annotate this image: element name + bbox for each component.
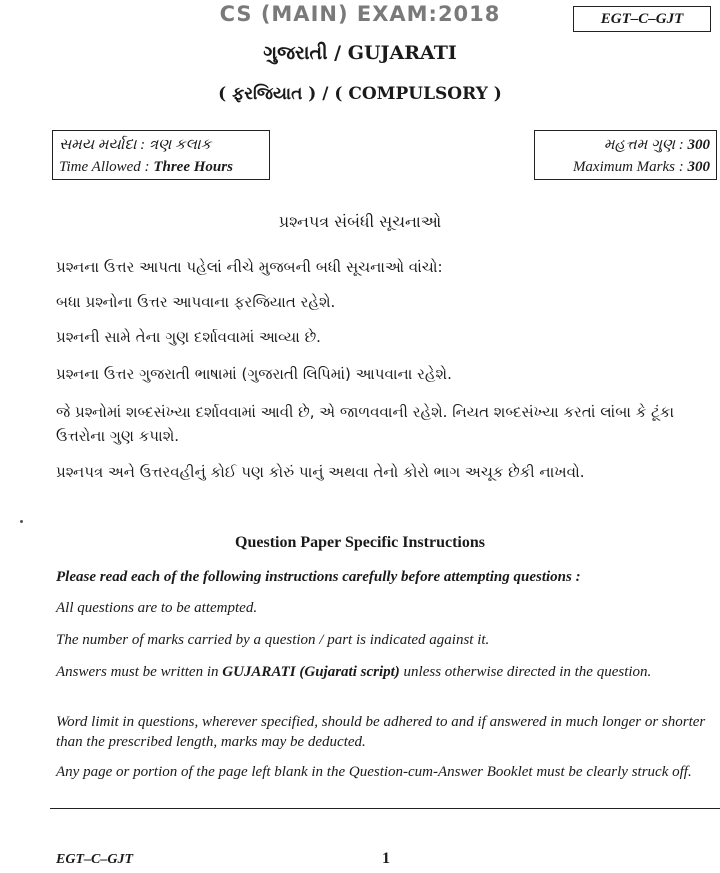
maximum-marks-value: 300: [687, 159, 710, 175]
english-instruction-item: [56, 662, 716, 682]
exam-banner: CS (MAIN) EXAM:2018: [219, 2, 501, 26]
paper-code-box: EGT–C–GJT: [573, 6, 711, 32]
english-instructions-heading: Question Paper Specific Instructions: [235, 534, 485, 551]
time-allowed-english: [59, 156, 263, 178]
time-allowed-gujarati: સમય મર્યાદા : ત્રણ કલાક: [59, 137, 212, 153]
gujarati-instruction-item: પ્રશ્નની સામે તેના ગુણ દર્શાવવામાં આવ્યા છે.: [56, 328, 321, 346]
gujarati-instruction-item: જે પ્રશ્નોમાં શબ્દસંખ્યા દર્શાવવામાં આવી છે, એ જાળવવાની રહેશે. નિયત શબ્દસંખ્યા કરતાં લાંબા કે ટૂંકા ઉત્તરોના ગુણ કપાશે.: [56, 403, 675, 445]
english-instruction-item: The number of marks carried by a question / part is indicated against it.: [56, 632, 490, 648]
page-number: 1: [382, 850, 390, 867]
time-allowed-box: [52, 130, 270, 180]
scan-speck: [20, 520, 23, 523]
maximum-marks-gujarati: [541, 134, 710, 156]
footer-paper-code: EGT–C–GJT: [56, 852, 133, 867]
maximum-marks-english: [541, 156, 710, 178]
answer-language-post: unless otherwise directed in the question.: [403, 664, 652, 680]
english-instructions-intro: Please read each of the following instructions carefully before attempting questions :: [56, 569, 581, 585]
answer-language-pre: Answers must be written in: [56, 664, 219, 680]
maximum-marks-gujarati-label: મહત્તમ ગુણ :: [603, 137, 684, 153]
maximum-marks-label: Maximum Marks :: [572, 159, 684, 175]
maximum-marks-gujarati-value: 300: [687, 137, 710, 153]
gujarati-instructions-intro: પ્રશ્નના ઉત્તર આપતા પહેલાં નીચે મુજબની બધી સૂચનાઓ વાંચો:: [56, 258, 443, 276]
gujarati-instruction-item: પ્રશ્નપત્ર અને ઉત્તરવહીનું કોઈ પણ કોરું પાનું અથવા તેનો કોરો ભાગ અચૂક છેકી નાખવો.: [56, 463, 585, 481]
paper-title: ગુજરાતી / GUJARATI: [263, 42, 457, 64]
time-allowed-value: Three Hours: [153, 159, 233, 175]
english-instruction-item: All questions are to be attempted.: [56, 600, 258, 616]
gujarati-instructions-heading: પ્રશ્નપત્ર સંબંધી સૂચનાઓ: [278, 212, 442, 231]
gujarati-instruction-item: પ્રશ્નના ઉત્તર ગુજરાતી ભાષામાં (ગુજરાતી લિપિમાં) આપવાના રહેશે.: [56, 365, 452, 383]
paper-subtitle: ( ફરજિયાત ) / ( COMPULSORY ): [218, 84, 502, 104]
gujarati-instruction-item: બધા પ્રશ્નોના ઉત્તર આપવાના ફરજિયાત રહેશે.: [56, 293, 336, 311]
english-instruction-item: Word limit in questions, wherever specified, should be adhered to and if answered in much longer or shorter than the prescribed length, marks may be deducted.: [56, 714, 706, 750]
answer-language-bold: GUJARATI (Gujarati script): [222, 664, 400, 680]
footer-divider: [50, 808, 720, 809]
maximum-marks-box: [534, 130, 717, 180]
time-allowed-label: Time Allowed :: [59, 159, 150, 175]
english-instruction-item: Any page or portion of the page left blank in the Question-cum-Answer Booklet must be clearly struck off.: [56, 764, 692, 780]
